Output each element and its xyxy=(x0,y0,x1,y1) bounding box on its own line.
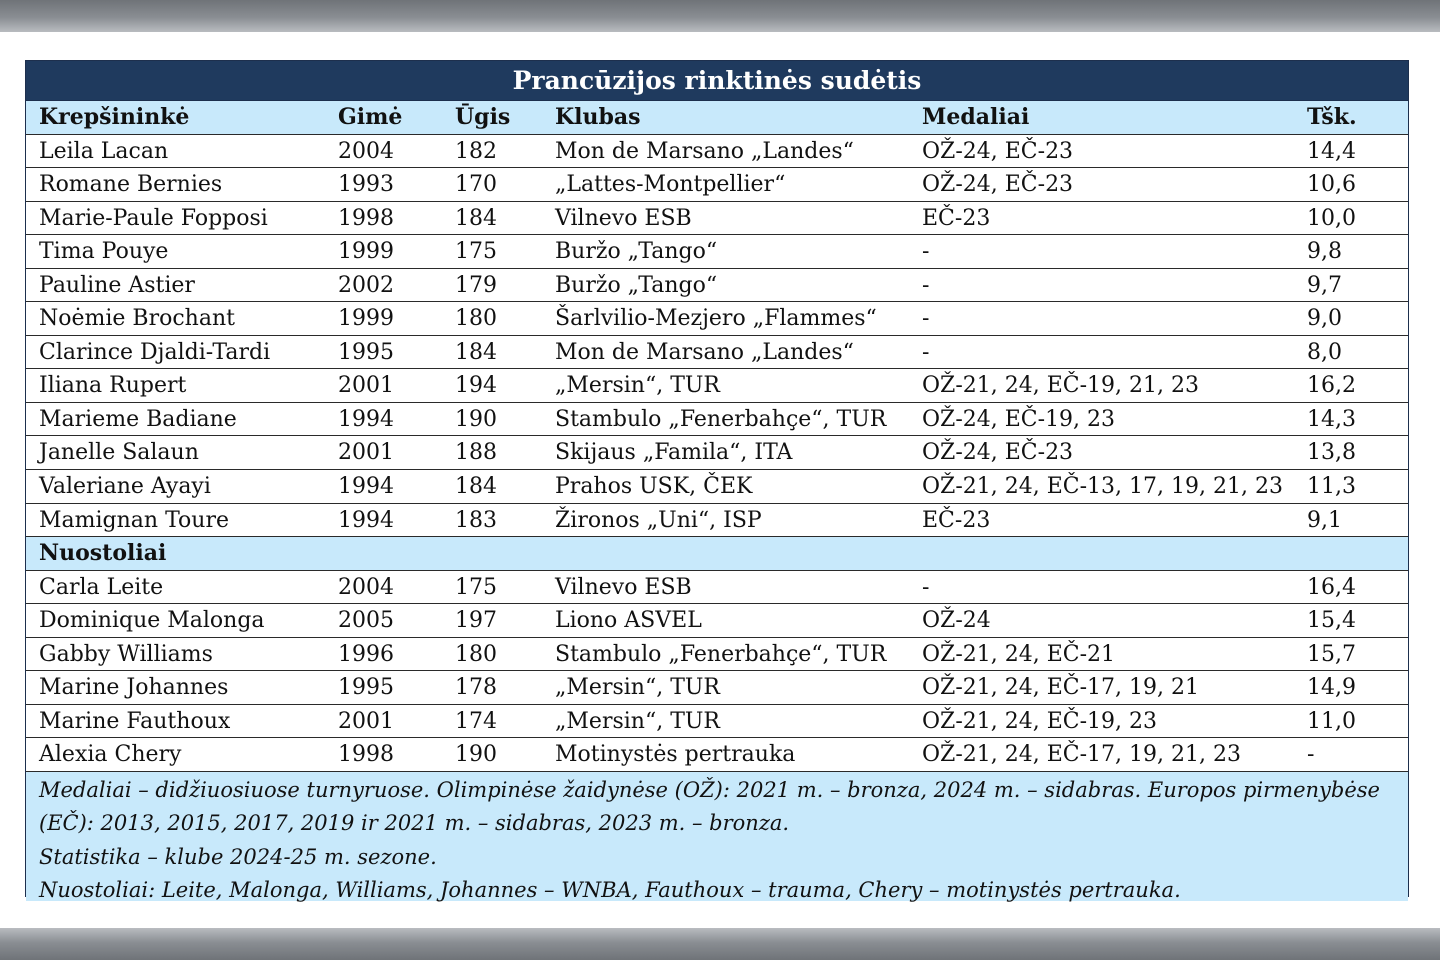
player-points: 15,7 xyxy=(1307,641,1356,667)
player-height: 182 xyxy=(455,138,497,164)
player-medals: OŽ-24, EČ-23 xyxy=(922,172,1074,198)
player-club: Skijaus „Famila“, ITA xyxy=(555,440,793,466)
player-club: Prahos USK, ČEK xyxy=(555,474,753,500)
player-points: 10,6 xyxy=(1307,172,1356,198)
player-medals: OŽ-21, 24, EČ-19, 21, 23 xyxy=(922,373,1199,399)
player-height: 175 xyxy=(455,574,497,600)
player-born: 2004 xyxy=(338,138,394,164)
player-club: „Mersin“, TUR xyxy=(555,708,720,734)
player-height: 184 xyxy=(455,205,497,231)
player-height: 180 xyxy=(455,641,497,667)
player-name: Iliana Rupert xyxy=(39,373,187,399)
player-club: Liono ASVEL xyxy=(555,608,702,634)
losses-section-label: Nuostoliai xyxy=(39,540,167,567)
player-club: Buržo „Tango“ xyxy=(555,239,718,265)
player-name: Gabby Williams xyxy=(39,641,213,667)
player-points: 9,0 xyxy=(1307,306,1342,332)
player-name: Marieme Badiane xyxy=(39,406,237,432)
table-title: Prancūzijos rinktinės sudėtis xyxy=(26,61,1408,101)
player-height: 194 xyxy=(455,373,497,399)
player-height: 190 xyxy=(455,742,497,768)
player-height: 180 xyxy=(455,306,497,332)
footnote-losses: Nuostoliai: Leite, Malonga, Williams, Johannes – WNBA, Fauthoux – trauma, Chery – motinystės pertrauka. xyxy=(39,878,1181,903)
player-born: 1995 xyxy=(338,675,394,701)
table-row xyxy=(26,671,1408,705)
player-height: 179 xyxy=(455,272,497,298)
player-medals: OŽ-24, EČ-23 xyxy=(922,138,1074,164)
header-born: Gimė xyxy=(338,104,403,130)
player-name: Tima Pouye xyxy=(39,239,169,265)
player-born: 1999 xyxy=(338,306,394,332)
player-name: Leila Lacan xyxy=(39,138,169,164)
player-name: Romane Bernies xyxy=(39,172,223,198)
player-points: 8,0 xyxy=(1307,339,1342,365)
player-name: Alexia Chery xyxy=(39,742,182,768)
player-medals: - xyxy=(922,306,930,332)
player-height: 175 xyxy=(455,239,497,265)
player-born: 2001 xyxy=(338,373,394,399)
player-height: 184 xyxy=(455,339,497,365)
table-row xyxy=(26,504,1408,538)
header-club: Klubas xyxy=(555,104,641,130)
player-points: 13,8 xyxy=(1307,440,1356,466)
player-club: Stambulo „Fenerbahçe“, TUR xyxy=(555,641,887,667)
player-name: Pauline Astier xyxy=(39,272,195,298)
player-born: 2005 xyxy=(338,608,394,634)
table-row xyxy=(26,604,1408,638)
header-points: Tšk. xyxy=(1307,104,1357,130)
player-club: Žironos „Uni“, ISP xyxy=(555,507,762,533)
player-points: 9,8 xyxy=(1307,239,1342,265)
player-points: - xyxy=(1307,742,1315,768)
player-born: 2002 xyxy=(338,272,394,298)
footnotes xyxy=(26,772,1408,901)
player-points: 9,1 xyxy=(1307,507,1342,533)
table-row xyxy=(26,638,1408,672)
player-points: 14,9 xyxy=(1307,675,1356,701)
player-born: 1994 xyxy=(338,406,394,432)
table-header-row xyxy=(26,101,1408,135)
player-height: 197 xyxy=(455,608,497,634)
player-medals: - xyxy=(922,239,930,265)
player-medals: EČ-23 xyxy=(922,507,991,533)
player-points: 16,4 xyxy=(1307,574,1356,600)
header-height: Ūgis xyxy=(455,104,511,130)
player-name: Marine Fauthoux xyxy=(39,708,231,734)
player-club: Vilnevo ESB xyxy=(555,205,692,231)
player-born: 2004 xyxy=(338,574,394,600)
player-club: Stambulo „Fenerbahçe“, TUR xyxy=(555,406,887,432)
table-row xyxy=(26,135,1408,169)
player-born: 1994 xyxy=(338,507,394,533)
table-row xyxy=(26,369,1408,403)
player-height: 183 xyxy=(455,507,497,533)
player-born: 2001 xyxy=(338,440,394,466)
losses-section-row xyxy=(26,537,1408,571)
player-medals: OŽ-21, 24, EČ-19, 23 xyxy=(922,708,1158,734)
table-row xyxy=(26,705,1408,739)
table-row xyxy=(26,235,1408,269)
player-height: 174 xyxy=(455,708,497,734)
player-club: Mon de Marsano „Landes“ xyxy=(555,138,854,164)
player-points: 11,0 xyxy=(1307,708,1356,734)
player-height: 188 xyxy=(455,440,497,466)
player-name: Marie-Paule Fopposi xyxy=(39,205,268,231)
player-born: 2001 xyxy=(338,708,394,734)
player-points: 14,3 xyxy=(1307,406,1356,432)
player-born: 1996 xyxy=(338,641,394,667)
player-points: 11,3 xyxy=(1307,474,1356,500)
player-club: „Lattes-Montpellier“ xyxy=(555,172,786,198)
player-points: 9,7 xyxy=(1307,272,1342,298)
losses-table-body xyxy=(26,571,1408,772)
player-club: Šarlvilio-Mezjero „Flammes“ xyxy=(555,306,877,332)
player-name: Janelle Salaun xyxy=(39,440,199,466)
table-row xyxy=(26,470,1408,504)
table-row xyxy=(26,738,1408,772)
players-table-body xyxy=(26,135,1408,538)
top-shade-band xyxy=(0,0,1440,32)
player-medals: OŽ-21, 24, EČ-13, 17, 19, 21, 23 xyxy=(922,474,1283,500)
player-name: Dominique Malonga xyxy=(39,608,265,634)
player-born: 1995 xyxy=(338,339,394,365)
table-row xyxy=(26,168,1408,202)
player-club: Buržo „Tango“ xyxy=(555,272,718,298)
player-club: Motinystės pertrauka xyxy=(555,742,796,768)
table-row xyxy=(26,302,1408,336)
player-club: „Mersin“, TUR xyxy=(555,675,720,701)
table-row xyxy=(26,403,1408,437)
player-medals: OŽ-21, 24, EČ-21 xyxy=(922,641,1116,667)
player-name: Valeriane Ayayi xyxy=(39,474,211,500)
table-row xyxy=(26,571,1408,605)
footnote-medals: Medaliai – didžiuosiuose turnyruose. Olimpinėse žaidynėse (OŽ): 2021 m. – bronza, 2024 m. – sidabras. Europos pirmenybėse (EČ): 2013, 2015, 2017, 2019 ir 2021 m. – sidabras, 2023 m. – bronza. xyxy=(39,777,1380,836)
player-medals: OŽ-24 xyxy=(922,608,991,634)
player-medals: OŽ-21, 24, EČ-17, 19, 21 xyxy=(922,675,1199,701)
player-name: Clarince Djaldi-Tardi xyxy=(39,339,271,365)
player-name: Carla Leite xyxy=(39,574,164,600)
player-medals: OŽ-24, EČ-19, 23 xyxy=(922,406,1116,432)
table-row xyxy=(26,436,1408,470)
player-name: Marine Johannes xyxy=(39,675,229,701)
player-points: 10,0 xyxy=(1307,205,1356,231)
header-name: Krepšininkė xyxy=(39,104,190,130)
player-club: Mon de Marsano „Landes“ xyxy=(555,339,854,365)
player-medals: - xyxy=(922,339,930,365)
player-height: 178 xyxy=(455,675,497,701)
player-medals: - xyxy=(922,272,930,298)
player-club: Vilnevo ESB xyxy=(555,574,692,600)
player-born: 1998 xyxy=(338,742,394,768)
bottom-shade-band xyxy=(0,928,1440,960)
footnote-statistics: Statistika – klube 2024-25 m. sezone. xyxy=(39,844,437,869)
player-club: „Mersin“, TUR xyxy=(555,373,720,399)
player-points: 15,4 xyxy=(1307,608,1356,634)
player-points: 16,2 xyxy=(1307,373,1356,399)
player-height: 184 xyxy=(455,474,497,500)
player-height: 170 xyxy=(455,172,497,198)
player-born: 1994 xyxy=(338,474,394,500)
table-row xyxy=(26,336,1408,370)
player-name: Mamignan Toure xyxy=(39,507,229,533)
player-born: 1993 xyxy=(338,172,394,198)
player-medals: OŽ-24, EČ-23 xyxy=(922,440,1074,466)
header-medals: Medaliai xyxy=(922,104,1030,130)
player-born: 1999 xyxy=(338,239,394,265)
player-medals: - xyxy=(922,574,930,600)
player-name: Noėmie Brochant xyxy=(39,306,235,332)
table-row xyxy=(26,202,1408,236)
player-born: 1998 xyxy=(338,205,394,231)
player-medals: EČ-23 xyxy=(922,205,991,231)
player-medals: OŽ-21, 24, EČ-17, 19, 21, 23 xyxy=(922,742,1241,768)
roster-table-panel xyxy=(25,60,1409,903)
player-points: 14,4 xyxy=(1307,138,1356,164)
table-row xyxy=(26,269,1408,303)
player-height: 190 xyxy=(455,406,497,432)
